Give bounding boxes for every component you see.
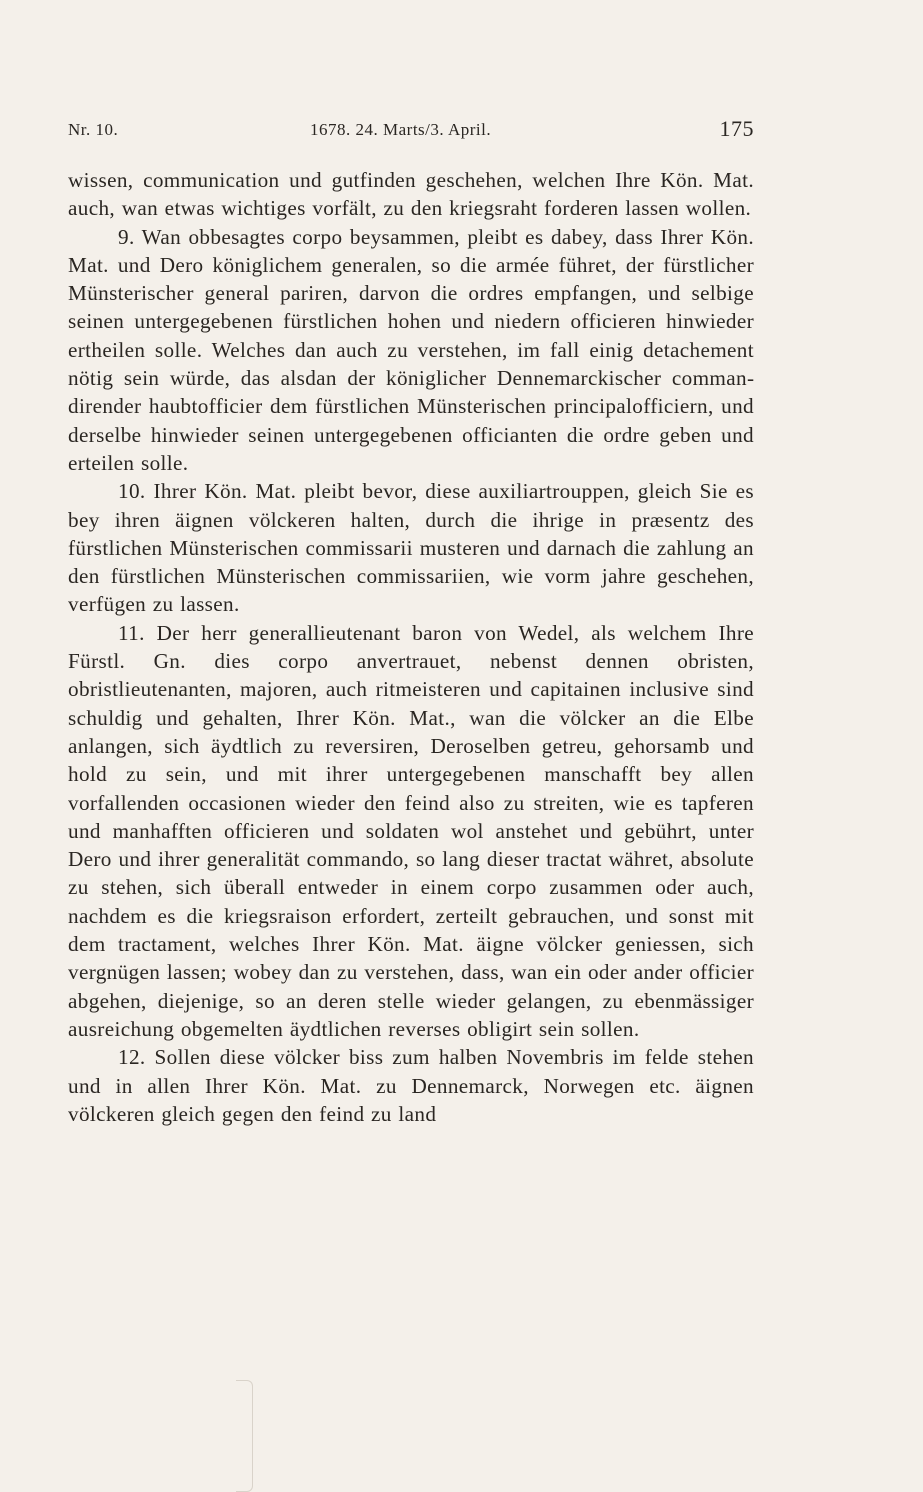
paragraph-continuation: wissen, communication und gutfinden geschehen, welchen Ihre Kön. Mat. auch, wan etwas wichtiges vorfält, zu den kriegsraht forderen lassen wollen.: [68, 168, 754, 221]
paragraph-9: 9. Wan obbesagtes corpo beysammen, pleibt es dabey, dass Ihrer Kön. Mat. und Dero königlichem generalen, so die armée führet, der fürstlicher Münsterischer general pariren, darvon die ordres empfangen, und selbige seinen untergegebenen fürstlichen hohen und niedern officieren hinwieder ertheilen solle. Welches dan auch zu verstehen, im fall einig detachement nötig sein würde, das alsdan der königlicher Dennemarckischer commandirender haubtofficier dem fürstlichen Münsterischen principalofficiern, und derselbe hinwieder seinen untergegebenen officianten die ordre geben und erteilen solle.: [68, 224, 754, 475]
paragraph-11: 11. Der herr generallieutenant baron von Wedel, als welchem Ihre Fürstl. Gn. dies corpo anvertrauet, nebenst dennen obristen, obristlieutenanten, majoren, auch ritmeisteren und capitainen inclusive sind schuldig und gehalten, Ihrer Kön. Mat., wan die völcker an die Elbe anlangen, sich äydtlich zu reversiren, Deroselben getreu, gehorsamb und hold zu sein, und mit ihrer untergegebenen manschafft bey allen vorfallenden occasionen wieder den feind also zu streiten, wie es tapferen und manhafften officieren und soldaten wol anstehet und gebührt, unter Dero und ihrer generalität commando, so lang dieser tractat währet, absolute zu stehen, sich überall entweder in einem corpo zusammen oder auch, nachdem es die kriegsraison erfordert, zerteilt gebrauchen, und sonst mit dem tractament, welches Ihrer Kön. Mat. äigne völcker geniessen, sich vergnügen lassen; wobey dan zu verstehen, dass, wan ein oder ander officier abgehen, diejenige, so an deren stelle wieder gelangen, zu ebenmässiger ausreichung obgemelten äydtlichen reverses obligirt sein sollen.: [68, 620, 754, 1041]
document-date: 1678. 24. Marts/3. April.: [310, 120, 492, 139]
main-text: [68, 166, 754, 1128]
document-number: Nr. 10.: [68, 120, 119, 139]
page-edge-mark: [236, 1380, 253, 1492]
paragraph-12: 12. Sollen diese völcker biss zum halben Novembris im felde stehen und in allen Ihrer Kön. Mat. zu Dennemarck, Norwegen etc. äignen völckeren gleich gegen den feind zu land: [68, 1045, 754, 1126]
paragraph-10: 10. Ihrer Kön. Mat. pleibt bevor, diese auxiliartrouppen, gleich Sie es bey ihren äignen völckeren halten, durch die ihrige in præsentz des fürstlichen Münsterischen commissarii musteren und darnach die zahlung an den fürstlichen Münsterischen commissariien, wie vorm jahre geschehen, verfügen zu lassen.: [68, 479, 754, 617]
running-header: [68, 116, 754, 146]
page-number: 175: [719, 116, 754, 141]
